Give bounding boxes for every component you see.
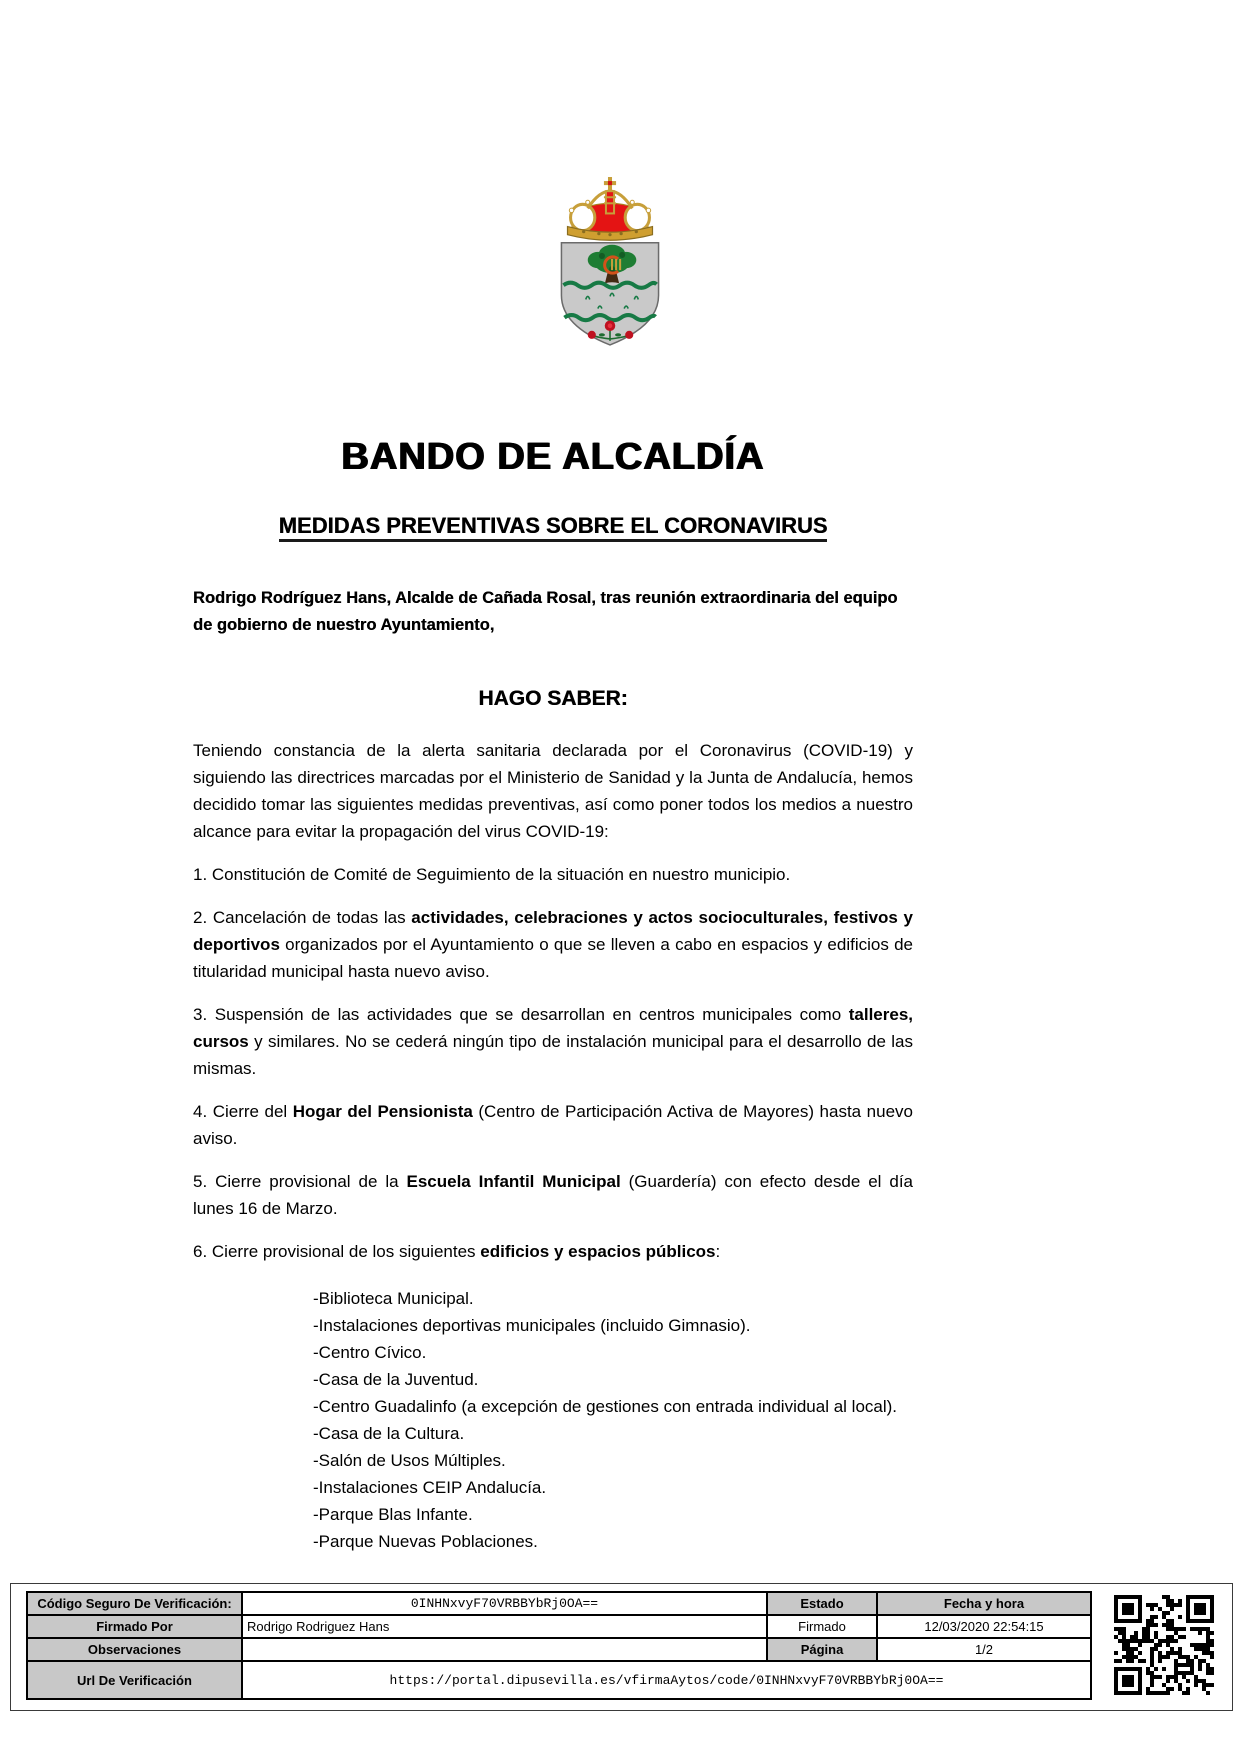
pagina-value: 1/2 <box>877 1638 1091 1661</box>
verification-table <box>26 1591 1092 1700</box>
closure-item: -Centro Guadalinfo (a excepción de gestiones con entrada individual al local). <box>313 1397 898 1416</box>
document-body <box>193 435 913 1555</box>
crown-icon <box>568 177 653 240</box>
coat-of-arms-icon <box>552 176 668 348</box>
document-subtitle <box>193 513 913 539</box>
measure-item-5: 5. Cierre provisional de la Escuela Infantil Municipal (Guardería) con efecto desde el día lunes 16 de Marzo. <box>193 1172 913 1218</box>
signature-verification-block <box>10 1583 1233 1711</box>
intro-paragraph: Rodrigo Rodríguez Hans, Alcalde de Cañada Rosal, tras reunión extraordinaria del equipo de gobierno de nuestro Ayuntamiento, <box>193 589 898 634</box>
closure-item: -Casa de la Cultura. <box>313 1424 465 1443</box>
pagina-label: Página <box>767 1638 877 1661</box>
proclamation-heading: HAGO SABER: <box>478 687 628 710</box>
measure-item-1: 1. Constitución de Comité de Seguimiento de la situación en nuestro municipio. <box>193 865 791 884</box>
closure-item: -Instalaciones deportivas municipales (incluido Gimnasio). <box>313 1316 751 1335</box>
firmado-por-value: Rodrigo Rodriguez Hans <box>242 1615 767 1638</box>
document-title: BANDO DE ALCALDÍA <box>341 436 765 478</box>
opening-paragraph: Teniendo constancia de la alerta sanitaria declarada por el Coronavirus (COVID-19) y siguiendo las directrices marcadas por el Ministerio de Sanidad y la Junta de Andalucía, hemos decidido tomar las siguientes medidas preventivas, así como poner todos los medios a nuestro alcance para evitar la propagación del virus COVID-19: <box>193 741 913 841</box>
estado-value: Firmado <box>767 1615 877 1638</box>
subtitle-text: MEDIDAS PREVENTIVAS SOBRE EL CORONAVIRUS <box>279 513 828 542</box>
csv-label: Código Seguro De Verificación: <box>27 1592 242 1615</box>
csv-value: 0INHNxvyF70VRBBYbRj0OA== <box>242 1592 767 1615</box>
measure-item-2: 2. Cancelación de todas las actividades, celebraciones y actos socioculturales, festivos y deportivos organizados por el Ayuntamiento o que se lleven a cabo en espacios y edificios de titularidad municipal hasta nuevo aviso. <box>193 908 913 981</box>
estado-header: Estado <box>767 1592 877 1615</box>
closure-item: -Parque Blas Infante. <box>313 1505 473 1524</box>
firmado-por-label: Firmado Por <box>27 1615 242 1638</box>
shield-icon <box>561 243 658 345</box>
measure-item-4: 4. Cierre del Hogar del Pensionista (Centro de Participación Activa de Mayores) hasta nuevo aviso. <box>193 1102 913 1148</box>
closure-item: -Biblioteca Municipal. <box>313 1289 474 1308</box>
closure-item: -Instalaciones CEIP Andalucía. <box>313 1478 547 1497</box>
closure-item: -Parque Nuevas Poblaciones. <box>313 1532 538 1551</box>
fecha-header: Fecha y hora <box>877 1592 1091 1615</box>
closure-item: -Casa de la Juventud. <box>313 1370 479 1389</box>
closures-list <box>193 1285 913 1555</box>
fecha-value: 12/03/2020 22:54:15 <box>877 1615 1091 1638</box>
measure-item-6: 6. Cierre provisional de los siguientes edificios y espacios públicos: <box>193 1242 721 1261</box>
qr-code-icon <box>1114 1595 1214 1695</box>
url-value: https://portal.dipusevilla.es/vfirmaAytos/code/0INHNxvyF70VRBBYbRj0OA== <box>242 1661 1091 1699</box>
closure-item: -Salón de Usos Múltiples. <box>313 1451 506 1470</box>
url-label: Url De Verificación <box>27 1661 242 1699</box>
measure-item-3: 3. Suspensión de las actividades que se desarrollan en centros municipales como talleres, cursos y similares. No se cederá ningún tipo de instalación municipal para el desarrollo de las mismas. <box>193 1005 913 1078</box>
observaciones-value <box>242 1638 767 1661</box>
closure-item: -Centro Cívico. <box>313 1343 427 1362</box>
observaciones-label: Observaciones <box>27 1638 242 1661</box>
